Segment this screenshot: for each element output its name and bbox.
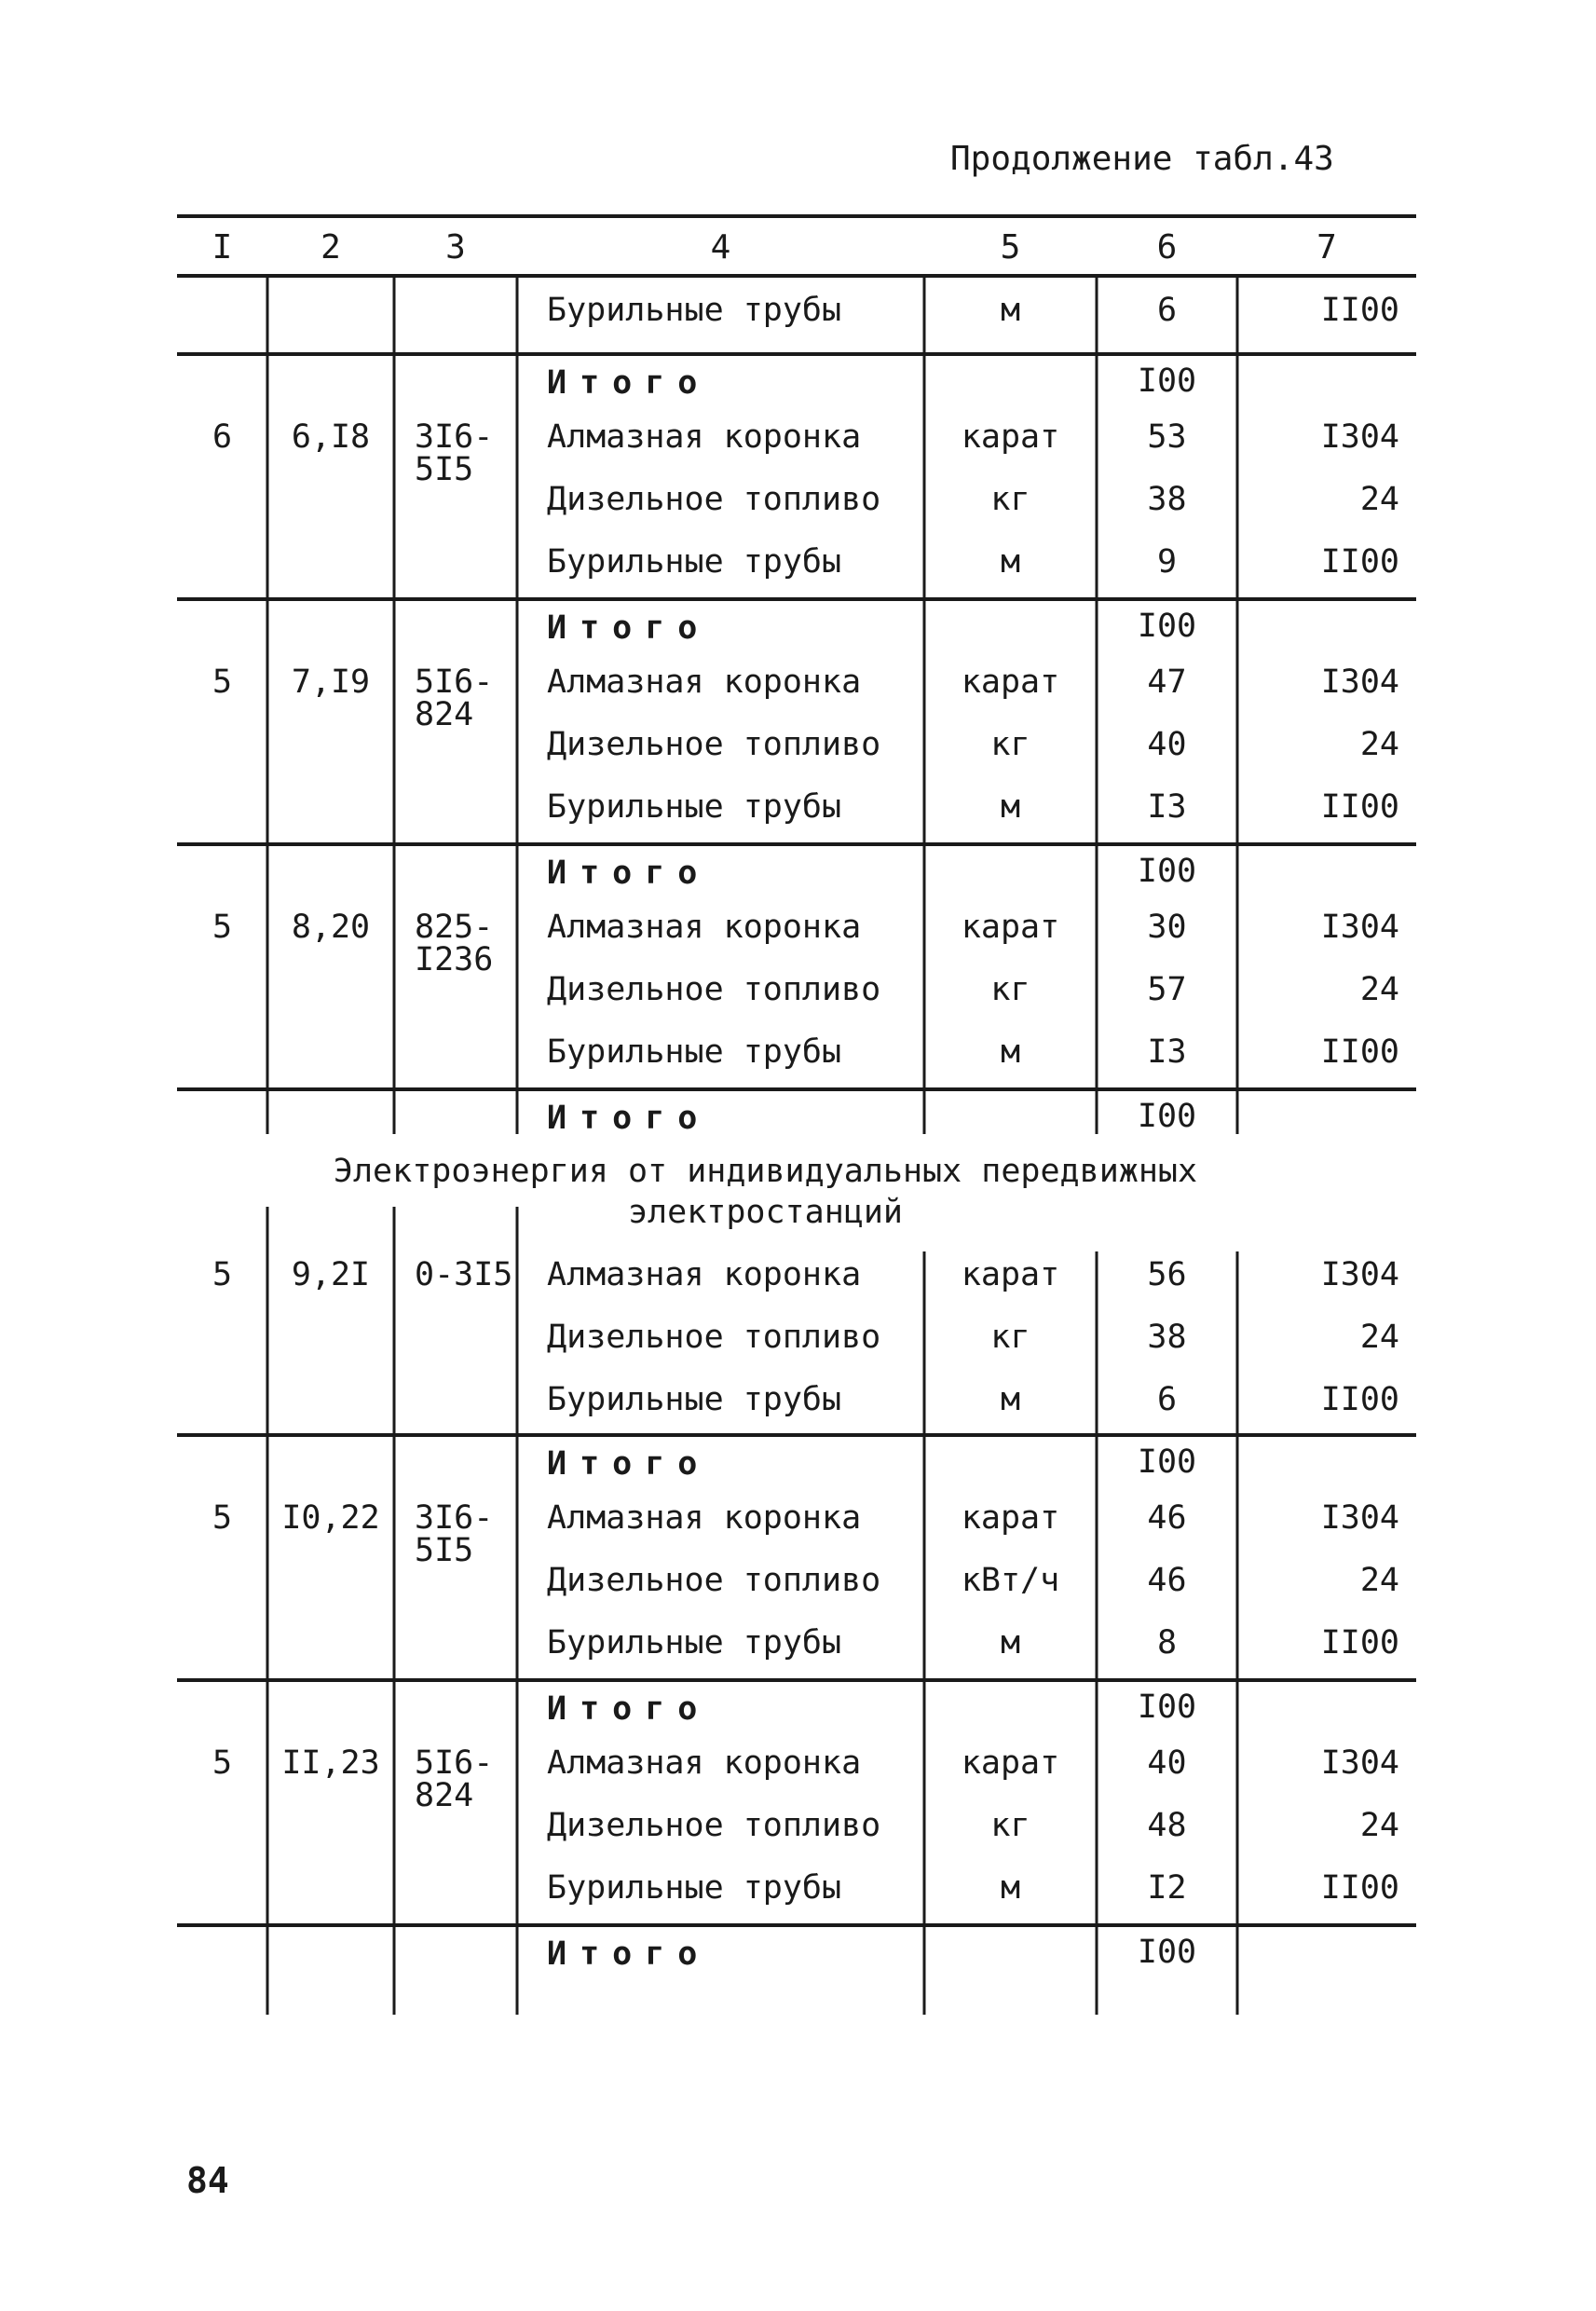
cell-quantity: 38 (1147, 481, 1187, 518)
cell-depth-range: 0-3I5 (415, 1256, 513, 1293)
cell-material: Дизельное топливо (547, 971, 881, 1008)
column-header-5: 5 (1000, 228, 1021, 267)
cell-price: II00 (1320, 1033, 1399, 1071)
cell-price: 24 (1359, 1319, 1399, 1356)
cell-price: II00 (1320, 1381, 1399, 1418)
cell-quantity: I2 (1147, 1869, 1187, 1907)
cell-interval: 6,I8 (291, 418, 371, 456)
cell-unit: м (1000, 292, 1021, 329)
cell-material: Бурильные трубы (547, 788, 842, 826)
cell-material: Бурильные трубы (547, 1869, 842, 1907)
cell-price: 24 (1359, 481, 1399, 518)
cell-material: Бурильные трубы (547, 1624, 842, 1661)
cell-unit: кг (990, 481, 1030, 518)
cell-quantity: 6 (1156, 292, 1178, 329)
cell-material: Алмазная коронка (547, 1499, 862, 1537)
cell-unit: м (1000, 1624, 1021, 1661)
cell-price: II00 (1320, 1869, 1399, 1907)
cell-quantity: 9 (1156, 543, 1178, 581)
total-value: I00 (1137, 1098, 1197, 1135)
cell-material: Бурильные трубы (547, 292, 842, 329)
cell-quantity: 46 (1147, 1499, 1187, 1537)
cell-depth-range: 5I6- 824 (415, 1744, 494, 1814)
cell-price: I304 (1320, 1256, 1399, 1293)
cell-quantity: 46 (1147, 1562, 1187, 1599)
cell-count: 6 (211, 418, 233, 456)
cell-price: I304 (1320, 909, 1399, 946)
cell-quantity: 53 (1147, 418, 1187, 456)
cell-quantity: 8 (1156, 1624, 1178, 1661)
table-caption: Продолжение табл.43 (950, 140, 1334, 178)
cell-price: II00 (1320, 543, 1399, 581)
cell-unit: карат (961, 909, 1060, 946)
cell-quantity: 38 (1147, 1319, 1187, 1356)
cell-interval: 7,I9 (291, 663, 371, 701)
page-number: 84 (186, 2160, 229, 2201)
total-label: Итого (547, 364, 711, 402)
cell-material: Дизельное топливо (547, 1562, 881, 1599)
cell-price: I304 (1320, 1499, 1399, 1537)
total-label: Итого (547, 1445, 711, 1483)
cell-price: I304 (1320, 663, 1399, 701)
cell-unit: м (1000, 788, 1021, 826)
cell-material: Алмазная коронка (547, 418, 862, 456)
cell-unit: м (1000, 1381, 1021, 1418)
cell-unit: кВт/ч (961, 1562, 1060, 1599)
total-label: Итого (547, 1935, 711, 1973)
cell-material: Бурильные трубы (547, 543, 842, 581)
total-label: Итого (547, 1100, 711, 1137)
cell-price: II00 (1320, 788, 1399, 826)
cell-quantity: 48 (1147, 1807, 1187, 1844)
cell-unit: карат (961, 1744, 1060, 1782)
total-value: I00 (1137, 1934, 1197, 1971)
column-header-7: 7 (1316, 228, 1337, 267)
total-label: Итого (547, 1690, 711, 1728)
cell-quantity: 40 (1147, 1744, 1187, 1782)
cell-depth-range: 825- I236 (415, 909, 494, 978)
cell-material: Дизельное топливо (547, 1807, 881, 1844)
cell-material: Алмазная коронка (547, 1744, 862, 1782)
note-line-1: Электроэнергия от индивидуальных передвижных (333, 1153, 1198, 1190)
cell-depth-range: 3I6- 5I5 (415, 1499, 494, 1569)
total-label: Итого (547, 609, 711, 647)
cell-quantity: I3 (1147, 788, 1187, 826)
cell-price: 24 (1359, 1562, 1399, 1599)
cell-quantity: 6 (1156, 1381, 1178, 1418)
cell-price: 24 (1359, 1807, 1399, 1844)
cell-quantity: 47 (1147, 663, 1187, 701)
cell-quantity: I3 (1147, 1033, 1187, 1071)
cell-price: 24 (1359, 726, 1399, 763)
cell-unit: м (1000, 1869, 1021, 1907)
total-value: I00 (1137, 608, 1197, 645)
total-value: I00 (1137, 362, 1197, 400)
cell-quantity: 57 (1147, 971, 1187, 1008)
cell-price: I304 (1320, 1744, 1399, 1782)
total-value: I00 (1137, 1443, 1197, 1481)
cell-count: 5 (211, 1744, 233, 1782)
cell-count: 5 (211, 663, 233, 701)
cell-material: Дизельное топливо (547, 481, 881, 518)
cell-interval: 8,20 (291, 909, 371, 946)
cell-count: 5 (211, 1256, 233, 1293)
cell-depth-range: 5I6- 824 (415, 663, 494, 733)
cell-material: Дизельное топливо (547, 726, 881, 763)
column-header-2: 2 (321, 228, 341, 267)
cell-unit: карат (961, 1256, 1060, 1293)
cell-interval: 9,2I (291, 1256, 371, 1293)
cell-unit: кг (990, 1319, 1030, 1356)
column-header-6: 6 (1156, 228, 1178, 267)
cell-depth-range: 3I6- 5I5 (415, 418, 494, 488)
cell-quantity: 40 (1147, 726, 1187, 763)
cell-material: Алмазная коронка (547, 663, 862, 701)
cell-quantity: 56 (1147, 1256, 1187, 1293)
column-header-3: 3 (445, 228, 466, 267)
total-value: I00 (1137, 1689, 1197, 1726)
total-label: Итого (547, 855, 711, 892)
cell-unit: кг (990, 1807, 1030, 1844)
cell-interval: I0,22 (281, 1499, 380, 1537)
cell-unit: карат (961, 663, 1060, 701)
cell-interval: II,23 (281, 1744, 380, 1782)
cell-unit: карат (961, 1499, 1060, 1537)
cell-material: Дизельное топливо (547, 1319, 881, 1356)
cell-material: Бурильные трубы (547, 1033, 842, 1071)
cell-unit: карат (961, 418, 1060, 456)
cell-price: I304 (1320, 418, 1399, 456)
cell-price: II00 (1320, 1624, 1399, 1661)
cell-quantity: 30 (1147, 909, 1187, 946)
cell-unit: м (1000, 543, 1021, 581)
cell-unit: м (1000, 1033, 1021, 1071)
total-value: I00 (1137, 853, 1197, 890)
cell-material: Алмазная коронка (547, 909, 862, 946)
cell-unit: кг (990, 971, 1030, 1008)
cell-price: 24 (1359, 971, 1399, 1008)
column-header-1: I (211, 228, 233, 267)
cell-material: Бурильные трубы (547, 1381, 842, 1418)
cell-material: Алмазная коронка (547, 1256, 862, 1293)
cell-price: II00 (1320, 292, 1399, 329)
note-line-2: электростанций (627, 1194, 903, 1231)
cell-unit: кг (990, 726, 1030, 763)
cell-count: 5 (211, 909, 233, 946)
cell-count: 5 (211, 1499, 233, 1537)
column-header-4: 4 (710, 228, 731, 267)
